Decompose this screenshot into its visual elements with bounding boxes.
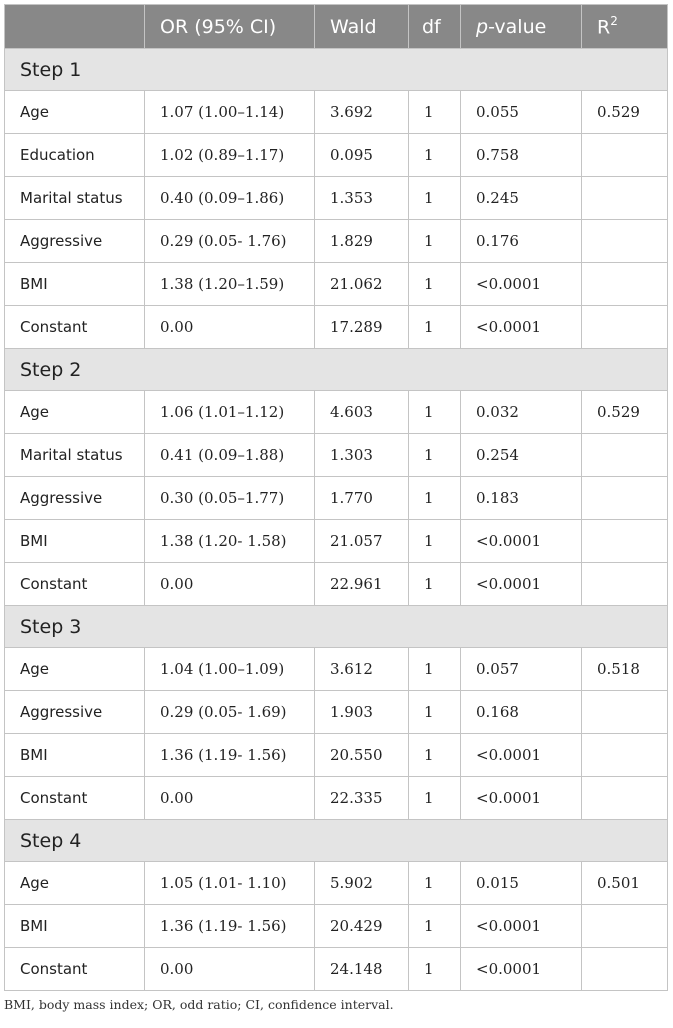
cell-p-value: <0.0001 <box>461 905 582 948</box>
header-variable <box>5 5 145 49</box>
cell-p-value: <0.0001 <box>461 306 582 349</box>
cell-wald: 1.829 <box>315 220 409 263</box>
cell-variable: BMI <box>5 520 145 563</box>
cell-variable: Aggressive <box>5 477 145 520</box>
cell-df: 1 <box>409 434 461 477</box>
table-row <box>5 434 668 477</box>
cell-or-ci: 1.07 (1.00–1.14) <box>145 91 315 134</box>
cell-r-squared <box>582 477 668 520</box>
cell-df: 1 <box>409 777 461 820</box>
cell-df: 1 <box>409 391 461 434</box>
cell-p-value: 0.032 <box>461 391 582 434</box>
cell-r-squared <box>582 177 668 220</box>
table-row <box>5 648 668 691</box>
cell-variable: Constant <box>5 777 145 820</box>
cell-r-squared: 0.529 <box>582 391 668 434</box>
cell-wald: 22.961 <box>315 563 409 606</box>
table-row <box>5 862 668 905</box>
table-footnote: BMI, body mass index; OR, odd ratio; CI, confidence interval. <box>4 997 394 1012</box>
cell-wald: 1.353 <box>315 177 409 220</box>
cell-variable: BMI <box>5 734 145 777</box>
cell-wald: 1.770 <box>315 477 409 520</box>
header-row <box>5 5 668 49</box>
cell-variable: BMI <box>5 905 145 948</box>
cell-r-squared <box>582 563 668 606</box>
cell-variable: Constant <box>5 948 145 991</box>
cell-or-ci: 0.40 (0.09–1.86) <box>145 177 315 220</box>
cell-df: 1 <box>409 177 461 220</box>
header-r-sup: 2 <box>610 13 618 28</box>
step-row <box>5 606 668 648</box>
cell-variable: Marital status <box>5 434 145 477</box>
table-row <box>5 263 668 306</box>
cell-or-ci: 0.00 <box>145 563 315 606</box>
cell-r-squared <box>582 134 668 177</box>
cell-wald: 3.612 <box>315 648 409 691</box>
cell-wald: 21.062 <box>315 263 409 306</box>
cell-wald: 5.902 <box>315 862 409 905</box>
cell-r-squared <box>582 306 668 349</box>
table-row <box>5 563 668 606</box>
cell-df: 1 <box>409 734 461 777</box>
cell-or-ci: 0.29 (0.05- 1.76) <box>145 220 315 263</box>
cell-r-squared <box>582 434 668 477</box>
regression-table <box>4 4 668 991</box>
cell-or-ci: 0.41 (0.09–1.88) <box>145 434 315 477</box>
cell-or-ci: 0.30 (0.05–1.77) <box>145 477 315 520</box>
cell-p-value: 0.176 <box>461 220 582 263</box>
cell-df: 1 <box>409 520 461 563</box>
cell-wald: 3.692 <box>315 91 409 134</box>
step-row <box>5 349 668 391</box>
table-row <box>5 134 668 177</box>
table-row <box>5 777 668 820</box>
table-row <box>5 734 668 777</box>
cell-wald: 21.057 <box>315 520 409 563</box>
cell-r-squared: 0.529 <box>582 91 668 134</box>
table-row <box>5 220 668 263</box>
cell-or-ci: 0.00 <box>145 306 315 349</box>
cell-df: 1 <box>409 563 461 606</box>
cell-p-value: 0.183 <box>461 477 582 520</box>
cell-df: 1 <box>409 862 461 905</box>
table-header <box>5 5 668 49</box>
cell-or-ci: 1.04 (1.00–1.09) <box>145 648 315 691</box>
cell-or-ci: 1.36 (1.19- 1.56) <box>145 905 315 948</box>
cell-variable: BMI <box>5 263 145 306</box>
cell-r-squared <box>582 220 668 263</box>
cell-variable: Education <box>5 134 145 177</box>
cell-variable: Aggressive <box>5 220 145 263</box>
cell-or-ci: 0.29 (0.05- 1.69) <box>145 691 315 734</box>
cell-p-value: <0.0001 <box>461 734 582 777</box>
step-row <box>5 820 668 862</box>
cell-or-ci: 0.00 <box>145 777 315 820</box>
cell-p-value: <0.0001 <box>461 948 582 991</box>
cell-p-value: 0.057 <box>461 648 582 691</box>
table-row <box>5 948 668 991</box>
cell-p-value: <0.0001 <box>461 563 582 606</box>
cell-wald: 20.550 <box>315 734 409 777</box>
cell-or-ci: 1.05 (1.01- 1.10) <box>145 862 315 905</box>
cell-df: 1 <box>409 948 461 991</box>
cell-or-ci: 0.00 <box>145 948 315 991</box>
header-wald: Wald <box>315 5 409 49</box>
step-label: Step 3 <box>5 606 668 648</box>
cell-variable: Age <box>5 391 145 434</box>
cell-variable: Age <box>5 91 145 134</box>
table-row <box>5 306 668 349</box>
cell-wald: 4.603 <box>315 391 409 434</box>
table-row <box>5 391 668 434</box>
cell-df: 1 <box>409 220 461 263</box>
cell-df: 1 <box>409 691 461 734</box>
cell-variable: Constant <box>5 306 145 349</box>
cell-wald: 17.289 <box>315 306 409 349</box>
table-row <box>5 177 668 220</box>
cell-p-value: <0.0001 <box>461 520 582 563</box>
cell-df: 1 <box>409 905 461 948</box>
header-p-italic: p <box>476 15 489 38</box>
header-or-ci: OR (95% CI) <box>145 5 315 49</box>
cell-p-value: 0.015 <box>461 862 582 905</box>
table-row <box>5 520 668 563</box>
cell-p-value: 0.758 <box>461 134 582 177</box>
header-r-base: R <box>597 16 611 39</box>
cell-wald: 1.903 <box>315 691 409 734</box>
cell-r-squared: 0.501 <box>582 862 668 905</box>
cell-or-ci: 1.06 (1.01–1.12) <box>145 391 315 434</box>
cell-p-value: 0.245 <box>461 177 582 220</box>
table-row <box>5 691 668 734</box>
cell-df: 1 <box>409 306 461 349</box>
cell-or-ci: 1.38 (1.20–1.59) <box>145 263 315 306</box>
table-body <box>5 49 668 991</box>
step-label: Step 1 <box>5 49 668 91</box>
header-p-value <box>461 5 582 49</box>
cell-df: 1 <box>409 648 461 691</box>
cell-wald: 0.095 <box>315 134 409 177</box>
cell-wald: 22.335 <box>315 777 409 820</box>
cell-variable: Marital status <box>5 177 145 220</box>
cell-p-value: <0.0001 <box>461 263 582 306</box>
cell-p-value: 0.254 <box>461 434 582 477</box>
cell-r-squared <box>582 263 668 306</box>
cell-r-squared <box>582 777 668 820</box>
cell-r-squared <box>582 520 668 563</box>
step-label: Step 4 <box>5 820 668 862</box>
cell-r-squared <box>582 691 668 734</box>
cell-wald: 1.303 <box>315 434 409 477</box>
header-r-squared <box>582 5 668 49</box>
cell-df: 1 <box>409 91 461 134</box>
cell-or-ci: 1.36 (1.19- 1.56) <box>145 734 315 777</box>
step-label: Step 2 <box>5 349 668 391</box>
cell-r-squared <box>582 948 668 991</box>
cell-df: 1 <box>409 477 461 520</box>
cell-or-ci: 1.02 (0.89–1.17) <box>145 134 315 177</box>
cell-or-ci: 1.38 (1.20- 1.58) <box>145 520 315 563</box>
cell-variable: Age <box>5 648 145 691</box>
cell-p-value: 0.168 <box>461 691 582 734</box>
cell-variable: Aggressive <box>5 691 145 734</box>
table-row <box>5 905 668 948</box>
cell-variable: Constant <box>5 563 145 606</box>
cell-p-value: 0.055 <box>461 91 582 134</box>
header-df: df <box>409 5 461 49</box>
table-row <box>5 477 668 520</box>
cell-variable: Age <box>5 862 145 905</box>
cell-wald: 24.148 <box>315 948 409 991</box>
cell-p-value: <0.0001 <box>461 777 582 820</box>
table-row <box>5 91 668 134</box>
cell-wald: 20.429 <box>315 905 409 948</box>
cell-r-squared: 0.518 <box>582 648 668 691</box>
cell-df: 1 <box>409 263 461 306</box>
header-p-rest: -value <box>488 15 547 38</box>
cell-r-squared <box>582 905 668 948</box>
step-row <box>5 49 668 91</box>
cell-df: 1 <box>409 134 461 177</box>
cell-r-squared <box>582 734 668 777</box>
